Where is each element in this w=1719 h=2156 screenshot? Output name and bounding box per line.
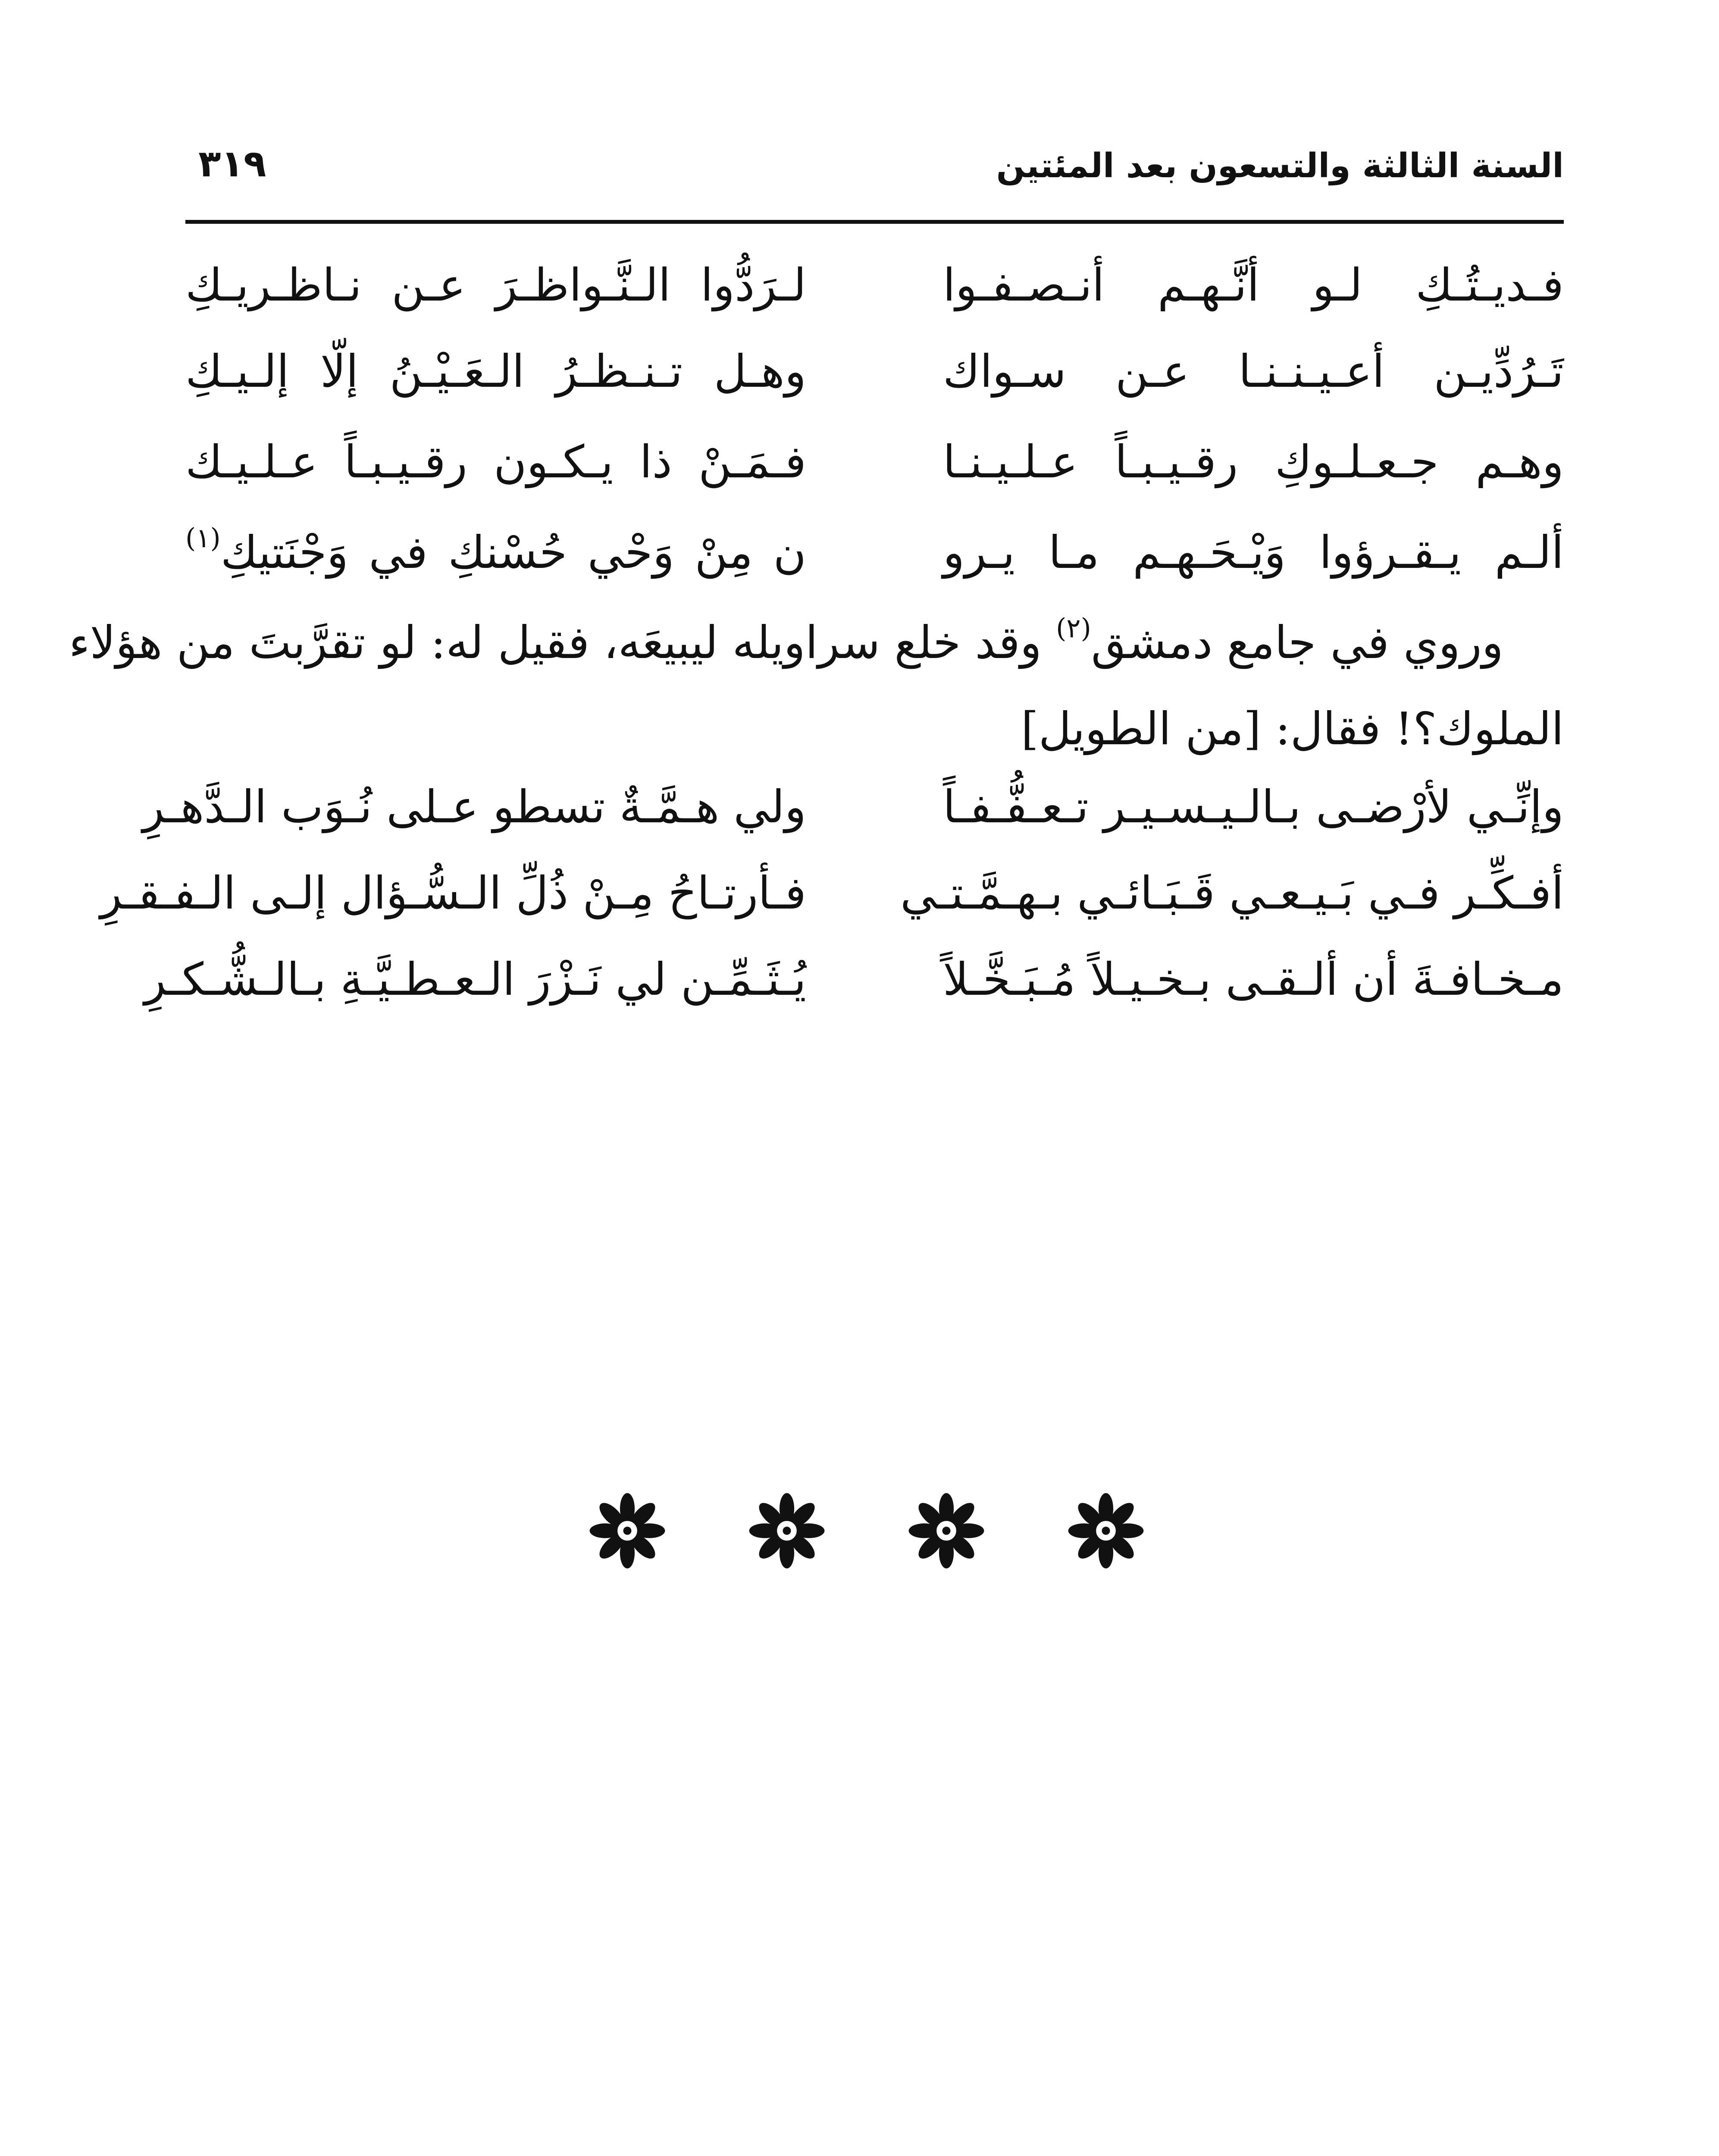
verse-second-hemistich: وهـل تـنـظـرُ الـعَـيْـنُ إلّا إلـيـكِ [185, 345, 806, 398]
verse-second-hemistich: لـرَدُّوا الـنَّـواظـرَ عـن نـاظـريـكِ [185, 259, 806, 311]
poem1-verse-3 [185, 436, 1564, 522]
prose-line-2: الملوك؟! فقال: [من الطويل] [1021, 702, 1564, 755]
verse-second-hemistich [185, 522, 806, 579]
verse-first-hemistich: وهـم جـعـلـوكِ رقـيـبـاً عـلـيـنـا [943, 436, 1564, 488]
verse-second-hemistich: يُـثَـمِّـن لي نَـزْرَ الـعـطـيَّـةِ بـالـشُّـكـرِ [144, 953, 806, 1006]
poem2-verse-2 [100, 867, 1564, 953]
verse-first-hemistich: فـديـتُـكِ لـو أنَّـهـم أنـصـفـوا [943, 259, 1564, 311]
verse-second-hemistich: فـأرتـاحُ مِـنْ ذُلِّ الـسُّـؤال إلـى الـفـقـرِ [100, 867, 806, 919]
prose-text: وقد خلع سراويله ليبيعَه، فقيل له: لو تقرَّبتَ من هؤلاء [69, 616, 1056, 669]
flower-ornament-icon [905, 1490, 987, 1572]
verse-first-hemistich: تَـرُدِّيـن أعـيـنـنـا عـن سـواك [943, 345, 1564, 398]
verse-second-hemistich: ولي هـمَّـةٌ تسطو عـلى نُـوَب الـدَّهـرِ [142, 780, 806, 833]
hemistich-text: ن مِنْ وَحْي حُسْنكِ في وَجْنَتيكِ [220, 526, 806, 579]
footnote-marker-2: (٢) [1056, 612, 1091, 644]
prose-text: وروي في جامع دمشق [1091, 616, 1503, 669]
running-title: السنة الثالثة والتسعون بعد المئتين [996, 147, 1564, 185]
verse-first-hemistich: مـخـافـةَ أن ألـقـى بـخـيـلاً مُـبَـخَّـلاً [943, 953, 1564, 1006]
page-header [185, 138, 1564, 211]
flower-ornament-icon [746, 1490, 828, 1572]
poem2-verse-1 [142, 780, 1564, 867]
footnote-marker-1: (١) [185, 522, 221, 554]
prose-line-1 [69, 599, 1564, 686]
verse-second-hemistich: فـمَـنْ ذا يـكـون رقـيـبـاً عـلـيـك [185, 436, 806, 488]
poem2-verse-3 [144, 953, 1564, 1039]
verse-first-hemistich: ألـم يـقـرؤوا وَيْـحَـهـم مـا يـرو [943, 526, 1564, 579]
flower-ornament-icon [586, 1490, 668, 1572]
flower-ornament-icon [1065, 1490, 1147, 1572]
verse-first-hemistich: وإنِّـي لأرْضـى بـالـيـسـيـر تـعـفُّـفـاً [943, 780, 1564, 833]
ornament-divider [586, 1483, 1147, 1578]
poem1-verse-1 [185, 259, 1564, 345]
page-number: ٣١٩ [198, 142, 266, 185]
poem1-verse-2 [185, 345, 1564, 431]
header-rule [185, 220, 1564, 224]
verse-first-hemistich: أفـكِّـر فـي بَـيـعـي قَـبَـائـي بـهـمَّـتـي [900, 867, 1564, 919]
